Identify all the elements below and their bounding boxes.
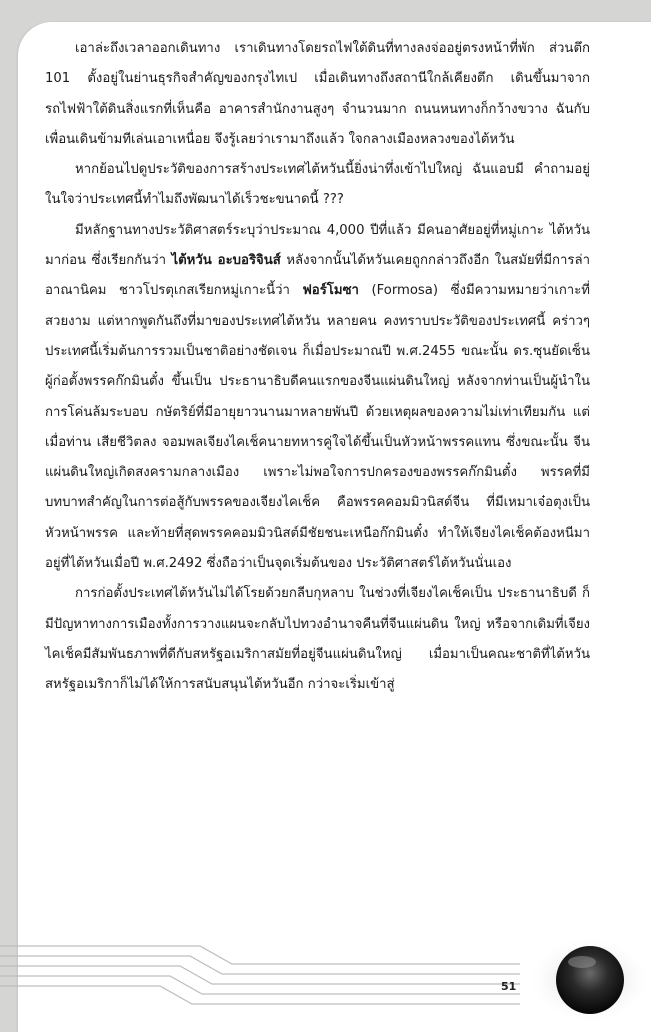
text-line: เมื่อมาเป็นคณะชาติที่ไต้หวัน สหรัฐอเมริกาก็ไม่ได้ให้การสนับสนุนไต้หวันอีก กว่าจะเริ่มเข้าสู่ — [45, 646, 590, 693]
text-line: ไต้หวันมาก่อน ซึ่งเรียกกันว่า — [45, 222, 590, 269]
paragraph-4 — [45, 579, 590, 700]
text-line: กษัตริย์ที่มีอายุยาวนานมาหลายพันปี ด้วยเหตุผลของความไม่เท่าเทียมกัน แต่เมื่อท่าน — [45, 404, 590, 450]
text-line: หลังจากนั้นได้หวันเคยถูกกล่าวถึงอีก — [280, 253, 490, 269]
text-line: ส่วนตึก 101 ตั้งอยู่ในย่านธุรกิจสำคัญของกรุงไทเป เมื่อเดินทางถึงสถานีใกล้เคียงตึก — [45, 41, 590, 87]
text-line: ถนนหนทางก็กว้างขวาง ฉันกับเพื่อนเดินข้ามทีเล่นเอาเหนื่อย จึงรู้เลยว่าเรามาถึงแล้ว — [45, 101, 590, 147]
text-line: ประธานาธิบดีคนแรกของจีนแผ่นดินใหญ่ หลังจากท่านเป็นผู้นำในการโค่นล้มระบอบ — [45, 374, 590, 420]
text-line: ก็เมื่อประมาณปี พ.ศ.2455 ขณะนั้น ดร.ซุนยัดเซ็น ผู้ก่อตั้งพรรคก๊กมินตั๋ง ขึ้นเป็น — [45, 343, 590, 390]
text-line: ซึ่งมีความหมายว่าเกาะที่สวยงาม แต่หากพูดกันถึงที่มาของประเทศไต้หวัน หลายคน — [45, 283, 590, 329]
text-line: ใจกลางเมืองหลวงของไต้หวัน — [348, 131, 515, 147]
footer-decoration — [0, 880, 651, 1024]
paragraph-2 — [45, 155, 590, 216]
paragraph-3 — [45, 216, 590, 580]
text-line: ใหญ่ หรือจากเดิมที่เจียงไคเช็คมีสัมพันธภาพที่ดีกับสหรัฐอเมริกาสมัยที่อยู่จีนแผ่นดินใหญ่ — [45, 616, 590, 662]
text-line: การก่อตั้งประเทศไต้หวันไม่ได้โรยด้วยกลีบกุหลาบ ในช่วงที่เจียงไคเช็คเป็น — [75, 586, 493, 602]
text-line: คงทราบประวัติของประเทศนี้ คร่าวๆ ประเทศนี้เริ่มต้นการรวมเป็นชาติอย่างชัดเจน — [45, 313, 590, 359]
term-formosa: ฟอร์โมซา — [302, 283, 359, 299]
text-line: เอาล่ะถึงเวลาออกเดินทาง เราเดินทางโดยรถไฟใต้ดินที่ทางลงจ่ออยู่ตรงหน้าที่พัก — [75, 41, 535, 56]
paragraph-1 — [45, 34, 590, 155]
page-number: 51 — [501, 980, 517, 993]
text-line: พรรคที่มีบทบาทสำคัญในการต่อสู้กับพรรคของเจียงไคเช็ค คือพรรคคอมมิวนิสต์จีน — [45, 465, 590, 511]
text-line: มีหลักฐานทางประวัติศาสตร์ระบุว่าประมาณ 4,000 ปีที่แล้ว มีคนอาศัยอยู่ที่หมู่เกาะ — [75, 222, 544, 238]
text-line: จีนแผ่นดินใหญ่เกิดสงครามกลางเมือง เพราะไม่พอใจการปกครองของพรรคก๊กมินตั๋ง — [45, 434, 590, 481]
text-line: ประธานาธิบดี ก็มีปัญหาทางการเมืองทั้งการวางแผนจะกลับไปทวงอำนาจคืนที่จีนแผ่นดิน — [45, 586, 590, 632]
text-line: ที่มีเหมาเจ๋อตุงเป็นหัวหน้าพรรค และท้ายที่สุดพรรคคอมมิวนิสต์มีชัยชนะเหนือก๊กมินตั๋ง — [45, 495, 590, 541]
orb-icon — [556, 946, 624, 1014]
page-body — [45, 34, 590, 701]
term-taiwan-aborigines: ไต้หวัน อะบอริจินส์ — [171, 253, 281, 269]
text-line: (Formosa) — [358, 283, 439, 299]
circuit-lines — [0, 946, 520, 1004]
text-line: ทำให้เจียงไคเช็คต้องหนีมาอยู่ที่ไต้หวันเมื่อปี พ.ศ.2492 ซึ่งถือว่าเป็นจุดเริ่มต้นของ — [45, 525, 590, 572]
text-line: เสียชีวิตลง จอมพลเจียงไคเช็คนายทหารคู่ใจได้ขึ้นเป็นหัวหน้าพรรคแทน ซึ่งขณะนั้น — [96, 434, 568, 450]
text-line: ประวัติศาสตร์ไต้หวันนั่นเอง — [356, 556, 512, 572]
text-line: ในสมัยที่มีการล่าอาณานิคม ชาวโปรตุเกสเรียกหมู่เกาะนี้ว่า — [45, 253, 590, 299]
text-line: เดินขึ้นมาจากรถไฟฟ้าใต้ดินสิ่งแรกที่เห็นคือ อาคารสำนักงานสูงๆ จำนวนมาก — [45, 71, 590, 117]
text-line: หากย้อนไปดูประวัติของการสร้างประเทศไต้หวันนี้ยิ่งน่าทึ่งเข้าไปใหญ่ ฉันแอบมี — [75, 162, 524, 178]
text-line: คำถามอยู่ในใจว่าประเทศนี้ทำไมถึงพัฒนาได้เร็วชะขนาดนี้ ??? — [45, 162, 590, 208]
